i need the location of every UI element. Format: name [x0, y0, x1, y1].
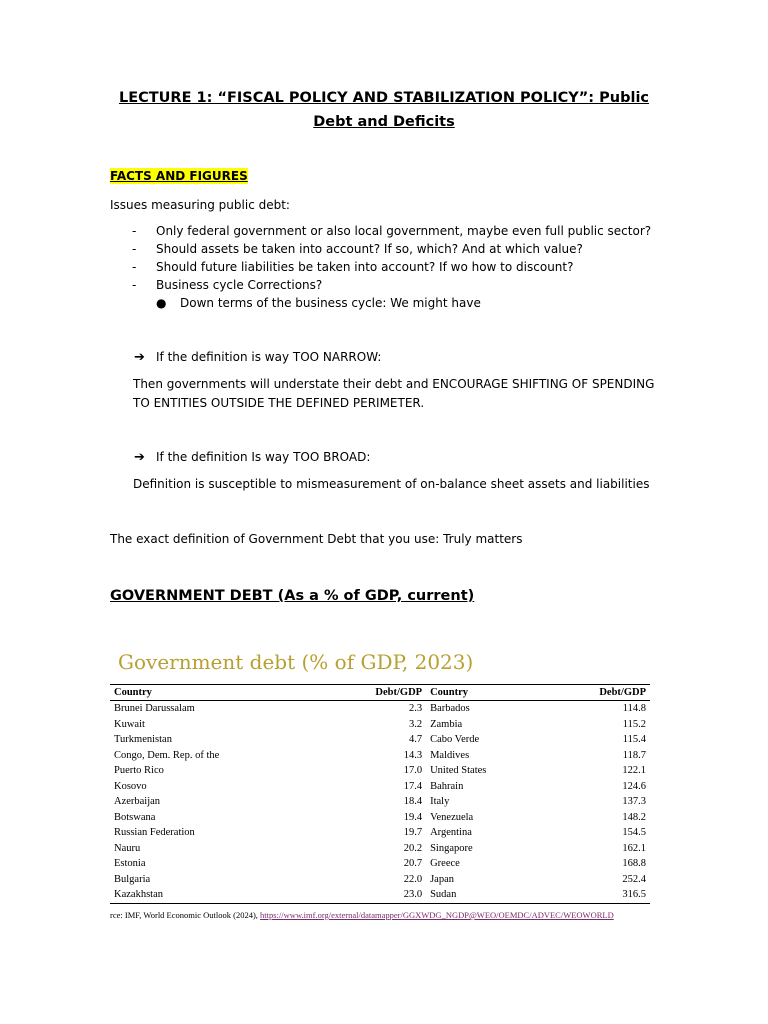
debt-cell: 20.7 [403, 858, 423, 870]
country-cell: Argentina [430, 827, 472, 839]
country-cell: Sudan [430, 889, 457, 901]
table-row [110, 810, 650, 826]
table-row [110, 872, 650, 888]
issues-intro: Issues measuring public debt: [110, 198, 290, 212]
country-cell: Singapore [430, 842, 473, 854]
table-row [110, 794, 650, 810]
country-cell: Kazakhstan [114, 889, 163, 901]
country-cell: Maldives [430, 749, 470, 761]
country-cell: Turkmenistan [114, 734, 172, 746]
country-cell: Kosovo [114, 780, 147, 792]
country-cell: Italy [430, 796, 450, 808]
conclusion: The exact definition of Government Debt that you use: Truly matters [110, 532, 523, 546]
narrow-heading: ➔ If the definition is way TOO NARROW: [134, 350, 382, 365]
country-cell: Zambia [430, 718, 463, 730]
figure-title: Government debt (% of GDP, 2023) [118, 650, 474, 674]
issues-list [130, 222, 651, 312]
country-cell: Barbados [430, 703, 470, 715]
table-row [110, 841, 650, 857]
debt-cell: 18.4 [403, 796, 423, 808]
debt-cell: 20.2 [403, 842, 423, 854]
list-item: - Should future liabilities be taken into account? If wo how to discount? [132, 260, 574, 274]
list-item: - Only federal government or also local government, maybe even full public sector? [132, 224, 652, 238]
country-cell: Kuwait [114, 718, 145, 730]
debt-cell: 118.7 [622, 749, 646, 761]
table-row [110, 779, 650, 795]
country-cell: Venezuela [430, 811, 474, 823]
header-country: Country [114, 687, 152, 698]
country-cell: Brunei Darussalam [114, 703, 195, 715]
debt-cell: 115.2 [622, 718, 646, 730]
country-cell: Greece [430, 858, 460, 870]
header-debt: Debt/GDP [599, 687, 646, 698]
debt-cell: 17.0 [403, 765, 423, 777]
lecture-title: LECTURE 1: “FISCAL POLICY AND STABILIZATION POLICY”: Public Debt and Deficits [118, 90, 650, 130]
arrow-right-icon: ➔ [134, 350, 145, 365]
narrow-text: Then governments will understate their debt and ENCOURAGE SHIFTING OF SPENDING TO ENTITIES OUTSIDE THE DEFINED PERIMETER. [133, 377, 655, 410]
debt-cell: 124.6 [622, 780, 646, 792]
debt-cell: 23.0 [403, 889, 423, 901]
table-row [110, 701, 650, 717]
country-cell: Nauru [114, 842, 141, 854]
debt-cell: 137.3 [622, 796, 646, 808]
facts-heading: FACTS AND FIGURES [110, 169, 248, 183]
sub-list-item: ● Down terms of the business cycle: We might have [156, 296, 481, 310]
header-debt: Debt/GDP [375, 687, 423, 698]
table-row [110, 825, 650, 841]
debt-cell: 19.7 [403, 827, 423, 839]
source-link[interactable]: https://www.imf.org/external/datamapper/GGXWDG_NGDP@WEO/OEMDC/ADVEC/WEOWORLD [260, 910, 614, 920]
table-row [110, 856, 650, 872]
debt-cell: 2.3 [408, 703, 423, 715]
country-cell: Azerbaijan [114, 796, 161, 808]
table-header-row [110, 685, 650, 701]
list-item: - Business cycle Corrections? ● Down terms of the business cycle: We might have [130, 276, 651, 312]
debt-cell: 168.8 [622, 858, 646, 870]
table-row [110, 717, 650, 733]
table-row [110, 887, 650, 903]
debt-cell: 19.4 [403, 811, 423, 823]
header-country: Country [430, 687, 468, 698]
country-cell: Bulgaria [114, 873, 151, 885]
list-item: - Should assets be taken into account? If so, which? And at which value? [132, 242, 583, 256]
debt-cell: 252.4 [622, 873, 646, 885]
debt-cell: 3.2 [408, 718, 423, 730]
table-row [110, 732, 650, 748]
country-cell: Japan [430, 873, 454, 885]
debt-cell: 162.1 [622, 842, 646, 854]
broad-heading: ➔ If the definition Is way TOO BROAD: [134, 450, 371, 465]
debt-cell: 154.5 [622, 827, 646, 839]
debt-cell: 17.4 [403, 780, 423, 792]
table-row [110, 763, 650, 779]
debt-cell: 122.1 [622, 765, 646, 777]
country-cell: United States [430, 765, 487, 777]
country-cell: Congo, Dem. Rep. of the [114, 749, 220, 761]
country-cell: Bahrain [430, 780, 464, 792]
broad-text: Definition is susceptible to mismeasurement of on-balance sheet assets and liabilities [133, 477, 650, 491]
country-cell: Botswana [114, 811, 156, 823]
table-row [110, 748, 650, 764]
debt-cell: 14.3 [403, 749, 423, 761]
country-cell: Puerto Rico [114, 765, 164, 777]
country-cell: Russian Federation [114, 827, 195, 839]
debt-cell: 316.5 [622, 889, 646, 901]
debt-cell: 148.2 [622, 811, 646, 823]
section-heading: GOVERNMENT DEBT (As a % of GDP, current) [110, 588, 475, 604]
source-note: rce: IMF, World Economic Outlook (2024), https://www.imf.org/external/datamapper/GGXWDG_NGDP@WEO/OEMDC/ADVEC/WEOWORLD [110, 910, 614, 920]
sub-issues-list [156, 294, 651, 312]
debt-cell: 115.4 [622, 734, 646, 746]
debt-table [110, 684, 650, 904]
debt-cell: 114.8 [622, 703, 646, 715]
debt-cell: 4.7 [408, 734, 423, 746]
arrow-right-icon: ➔ [134, 450, 145, 465]
table-body [110, 701, 650, 904]
country-cell: Estonia [114, 858, 146, 870]
country-cell: Cabo Verde [430, 734, 480, 746]
debt-cell: 22.0 [403, 873, 423, 885]
